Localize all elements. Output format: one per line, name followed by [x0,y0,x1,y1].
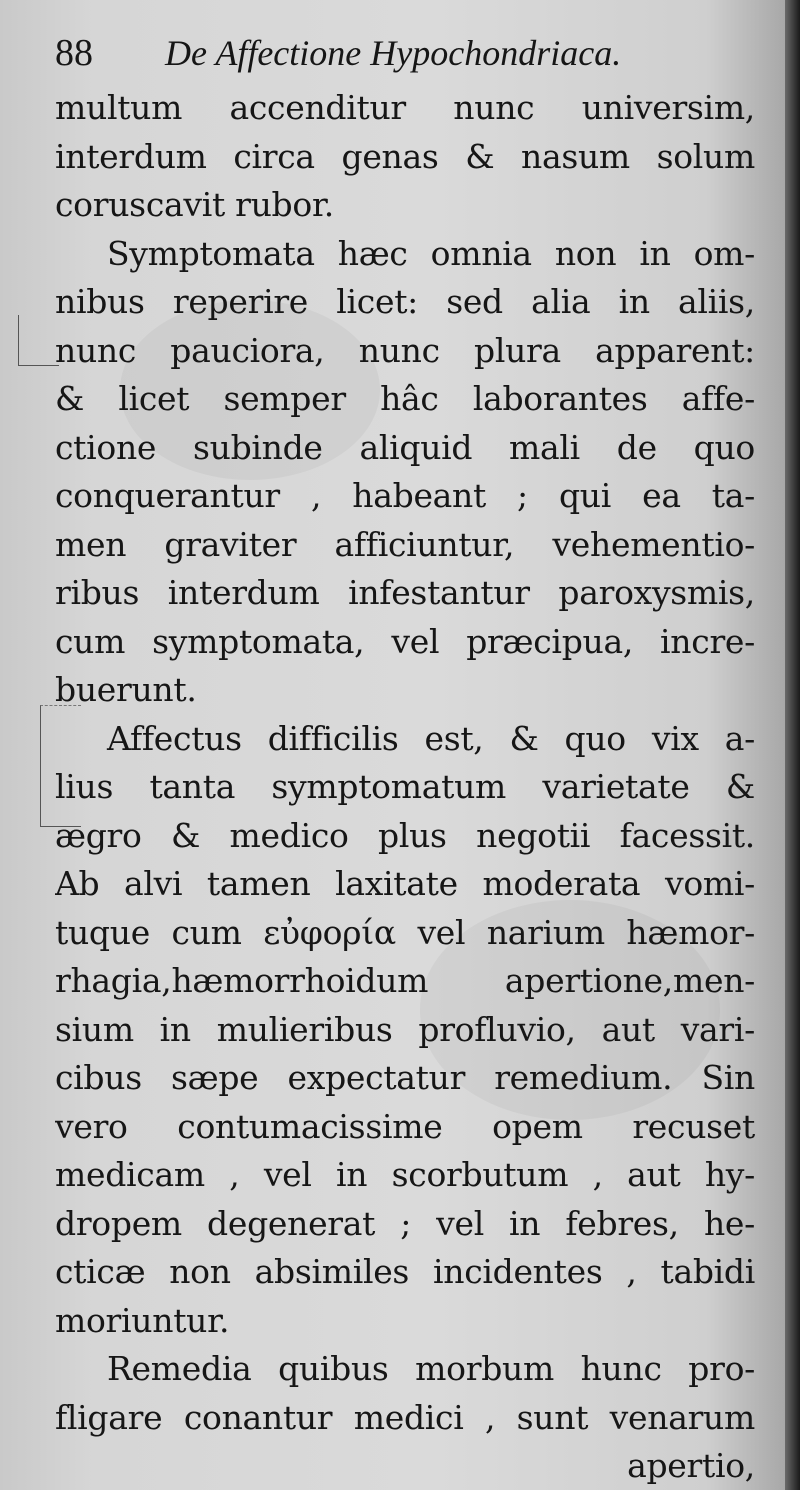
page-text [55,20,755,1490]
text-line: multum accenditur nunc universim, [55,88,755,127]
text-line: sium in mulieribus profluvio, aut vari- [55,1009,755,1049]
page-number: 88 [55,32,93,74]
text-line: fligare conantur medici , sunt venarum [55,1397,755,1437]
body-text [55,84,755,1442]
text-line: Affectus difficilis est, & quo vix a- [107,718,755,758]
text-line: tuque cum εὐφορία vel narium hæmor- [55,912,755,952]
text-line: Remedia quibus morbum hunc pro- [107,1349,755,1388]
page-header [55,20,755,84]
text-line: cibus sæpe expectatur remedium. Sin [55,1058,755,1097]
text-line: interdum circa genas & nasum solum [55,136,755,176]
page-edge [785,0,800,1490]
text-line: & licet semper hâc laborantes affe- [55,379,755,418]
text-line: ægro & medico plus negotii facessit. [55,815,755,855]
text-line: buerunt. [55,670,197,709]
text-line: rhagia,hæmorrhoidum apertione,men- [55,961,755,1000]
running-title: De Affectione Hypochondriaca. [165,33,622,73]
text-line: moriuntur. [55,1300,230,1340]
text-line: cticæ non absimiles incidentes , tabidi [55,1252,755,1291]
text-line: cum symptomata, vel præcipua, incre- [55,621,755,661]
text-line: ctione subinde aliquid mali de quo [55,427,755,467]
catchword: apertio, [627,1446,755,1485]
text-line: nibus reperire licet: sed alia in aliis, [55,282,755,321]
text-line: men graviter afficiuntur, vehementio- [55,524,755,564]
text-line: coruscavit rubor. [55,185,334,224]
margin-bracket [18,315,59,366]
text-line: Symptomata hæc omnia non in om- [107,233,755,273]
text-line: ribus interdum infestantur paroxysmis, [55,573,755,612]
text-line: nunc pauciora, nunc plura apparent: [55,330,755,370]
text-line: vero contumacissime opem recuset [55,1106,755,1146]
text-line: lius tanta symptomatum varietate & [55,767,755,806]
text-line: medicam , vel in scorbutum , aut hy- [55,1155,755,1194]
text-line: Ab alvi tamen laxitate moderata vomi- [55,864,755,903]
text-line: conquerantur , habeant ; qui ea ta- [55,476,755,515]
text-line: dropem degenerat ; vel in febres, he- [55,1203,755,1243]
